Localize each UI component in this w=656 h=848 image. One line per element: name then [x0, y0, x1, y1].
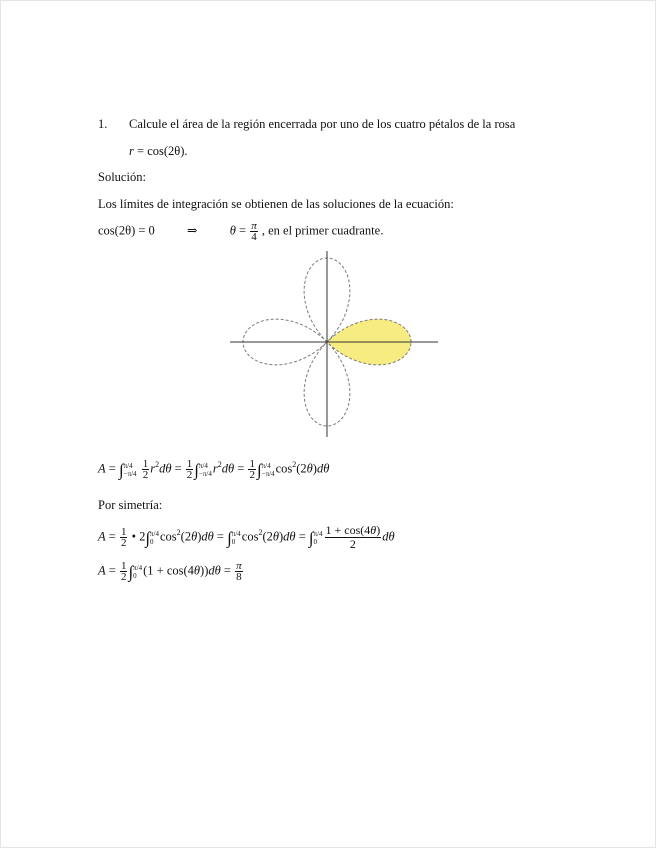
problem-statement: Calcule el área de la región encerrada por uno de los cuatro pétalos de la rosa: [129, 117, 516, 131]
curve-equation: r = cos(2θ).: [129, 144, 188, 158]
area-formula-3: A = $\frac{1}{2}$ ∫ π/4 0 (1 + cos(4θ))dθ = $\frac{\pi}{8}$: [98, 560, 242, 583]
curve-rhs: cos(2θ).: [147, 144, 188, 158]
equation-lhs: cos(2θ) = 0: [98, 223, 155, 238]
curve-lhs: r: [129, 144, 134, 158]
quadrant-note: , en el primer cuadrante.: [261, 223, 384, 238]
area-formula-2: A = $\frac{1}{2}$ • 2∫ π/4 0 $\cos^2(2\theta)d\theta$ = ∫ π/4 0 $\cos^2(2\theta)d\theta$ = ∫ π/4 0 $\frac{1 + \cos(4\theta)}{2}$ dθ: [98, 523, 395, 551]
implies-arrow: ⇒: [187, 223, 198, 238]
solution-label: Solución:: [98, 170, 146, 184]
limits-equation: cos(2θ) = 0 ⇒ θ = $\frac{\pi}{4}$ , en el primer cuadrante.: [98, 220, 384, 243]
area-formula-1: A = ∫ π/4 −π/4 $\frac{1}{2}$ $r^2d\theta$ = $\frac{1}{2}$ ∫ π/4 −π/4 $r^2d\theta$ = $\frac{1}{2}$ ∫ π/4 −π/4 $\cos^2(2\theta)d\theta$: [98, 458, 330, 481]
limits-text: Los límites de integración se obtienen de las soluciones de la ecuación:: [98, 197, 454, 211]
problem-number: 1.: [98, 117, 108, 131]
rose-curve-graph: [226, 249, 442, 441]
symmetry-label: Por simetría:: [98, 498, 163, 512]
pi-over-four: $\frac{\pi}{4}$: [251, 220, 257, 243]
theta-symbol: θ: [229, 223, 236, 238]
